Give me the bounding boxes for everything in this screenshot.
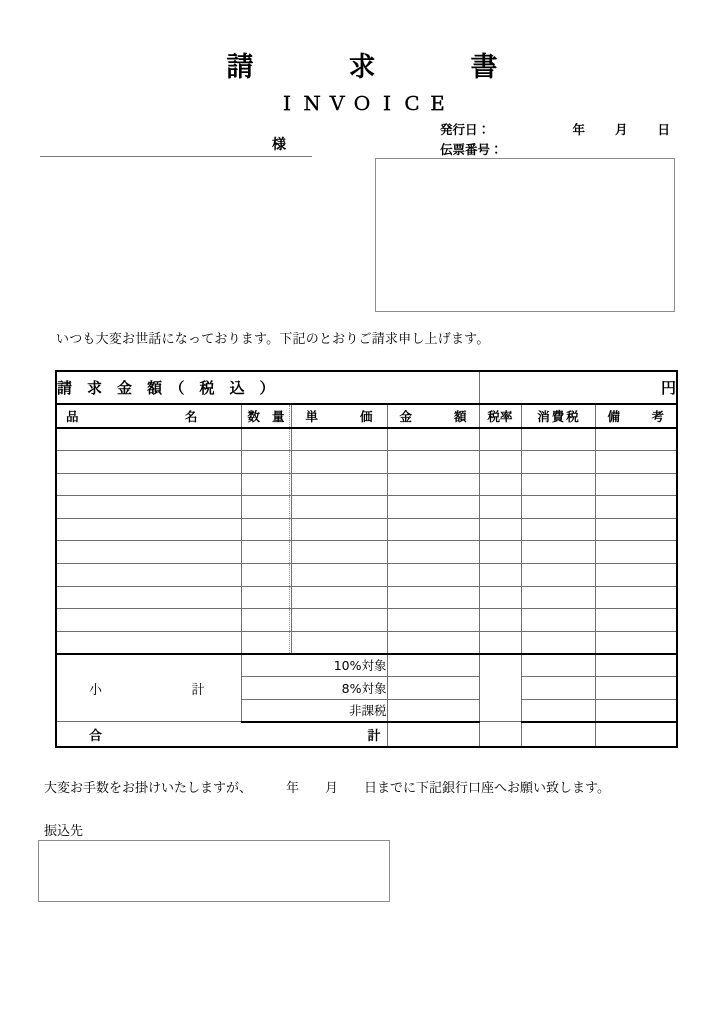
table-row[interactable] <box>56 428 677 451</box>
issue-date-label: 発行日： <box>440 122 491 137</box>
column-header-qty-right: 量 <box>271 409 285 424</box>
cell-item[interactable] <box>56 541 241 564</box>
cell-consumption-tax[interactable] <box>521 496 595 519</box>
column-header-remarks-right: 考 <box>651 409 665 424</box>
subtotal-tax-exempt-tax[interactable] <box>521 699 595 722</box>
subtotal-10-percent-label: 10%対象 <box>241 654 387 677</box>
subtotal-8-percent-label: 8%対象 <box>241 677 387 700</box>
slip-number-label: 伝票番号： <box>440 142 503 157</box>
cell-qty[interactable] <box>241 631 291 654</box>
cell-amount[interactable] <box>387 631 479 654</box>
subtotal-8-percent-tax[interactable] <box>521 677 595 700</box>
page-title: 請 求 書 <box>226 52 532 83</box>
cell-tax-rate[interactable] <box>479 586 521 609</box>
cell-item[interactable] <box>56 631 241 654</box>
column-header-tax-rate-label: 税率 <box>487 409 513 424</box>
grand-total-amount[interactable] <box>387 722 479 747</box>
cell-unit-price[interactable] <box>291 473 387 496</box>
cell-unit-price[interactable] <box>291 564 387 587</box>
grand-total-tax-rate-blank <box>479 722 521 747</box>
cell-tax-rate[interactable] <box>479 518 521 541</box>
cell-consumption-tax[interactable] <box>521 541 595 564</box>
grand-total-tax[interactable] <box>521 722 595 747</box>
table-row[interactable] <box>56 586 677 609</box>
subtotal-10-percent-tax[interactable] <box>521 654 595 677</box>
bank-transfer-box[interactable] <box>38 840 390 902</box>
sender-info-box[interactable] <box>375 158 675 312</box>
issue-date-day-unit: 日 <box>657 122 670 137</box>
cell-qty[interactable] <box>241 564 291 587</box>
cell-consumption-tax[interactable] <box>521 586 595 609</box>
grand-total-label-cell <box>56 722 387 747</box>
table-row[interactable] <box>56 564 677 587</box>
payment-note-month: 月 <box>325 781 339 796</box>
cell-remarks[interactable] <box>595 518 677 541</box>
column-header-consumption-tax-label: 消費税 <box>537 409 581 424</box>
cell-tax-rate[interactable] <box>479 564 521 587</box>
cell-consumption-tax[interactable] <box>521 473 595 496</box>
cell-item[interactable] <box>56 518 241 541</box>
customer-honorific: 様 <box>272 137 286 153</box>
cell-item[interactable] <box>56 473 241 496</box>
cell-unit-price[interactable] <box>291 428 387 451</box>
cell-remarks[interactable] <box>595 451 677 474</box>
cell-consumption-tax[interactable] <box>521 564 595 587</box>
cell-qty[interactable] <box>241 586 291 609</box>
slip-number-row[interactable] <box>440 140 676 158</box>
cell-amount[interactable] <box>387 428 479 451</box>
cell-remarks[interactable] <box>595 631 677 654</box>
cell-unit-price[interactable] <box>291 518 387 541</box>
cell-item[interactable] <box>56 496 241 519</box>
table-row[interactable] <box>56 473 677 496</box>
grand-total-label-left: 合 <box>89 728 103 744</box>
cell-qty[interactable] <box>241 451 291 474</box>
table-row[interactable] <box>56 518 677 541</box>
column-header-amount <box>387 404 479 428</box>
cell-unit-price[interactable] <box>291 541 387 564</box>
cell-unit-price[interactable] <box>291 451 387 474</box>
subtotal-10-percent-amount[interactable] <box>387 654 479 677</box>
cell-item[interactable] <box>56 564 241 587</box>
issue-date-month-unit: 月 <box>614 122 628 137</box>
cell-qty[interactable] <box>241 473 291 496</box>
subtotal-8-percent-remarks[interactable] <box>595 677 677 700</box>
column-header-qty <box>241 404 291 428</box>
payment-note-part2: 日までに下記銀行口座へお願い致します。 <box>364 781 611 796</box>
cell-amount[interactable] <box>387 451 479 474</box>
cell-amount[interactable] <box>387 586 479 609</box>
cell-qty[interactable] <box>241 518 291 541</box>
cell-remarks[interactable] <box>595 473 677 496</box>
table-row[interactable] <box>56 609 677 632</box>
cell-qty[interactable] <box>241 428 291 451</box>
billing-total-row <box>56 371 677 404</box>
cell-tax-rate[interactable] <box>479 496 521 519</box>
payment-note-part1: 大変お手数をお掛けいたしますが、 <box>44 781 253 796</box>
payment-note-year: 年 <box>286 781 300 796</box>
column-header-item <box>56 404 241 428</box>
cell-tax-rate[interactable] <box>479 631 521 654</box>
subtotal-10-percent-remarks[interactable] <box>595 654 677 677</box>
cell-tax-rate[interactable] <box>479 541 521 564</box>
cell-item[interactable] <box>56 451 241 474</box>
cell-item[interactable] <box>56 609 241 632</box>
subtotal-label-right: 計 <box>191 682 205 698</box>
subtotal-tax-exempt-label: 非課税 <box>241 699 387 722</box>
subtotal-tax-exempt-remarks[interactable] <box>595 699 677 722</box>
column-header-amount-right: 額 <box>454 409 467 424</box>
cell-remarks[interactable] <box>595 541 677 564</box>
cell-tax-rate[interactable] <box>479 451 521 474</box>
column-header-item-left: 品 <box>66 409 79 424</box>
grand-total-label-right: 計 <box>367 728 381 744</box>
cell-amount[interactable] <box>387 473 479 496</box>
bank-transfer-label: 振込先 <box>44 824 84 839</box>
cell-item[interactable] <box>56 586 241 609</box>
column-header-consumption-tax <box>521 404 595 428</box>
subtotal-tax-exempt-amount[interactable] <box>387 699 479 722</box>
cell-unit-price[interactable] <box>291 496 387 519</box>
cell-remarks[interactable] <box>595 564 677 587</box>
issue-date-fields[interactable] <box>490 120 676 138</box>
column-header-remarks-left: 備 <box>607 409 621 424</box>
cell-remarks[interactable] <box>595 496 677 519</box>
cell-remarks[interactable] <box>595 609 677 632</box>
cell-tax-rate[interactable] <box>479 428 521 451</box>
cell-consumption-tax[interactable] <box>521 451 595 474</box>
cell-qty[interactable] <box>241 496 291 519</box>
cell-qty[interactable] <box>241 541 291 564</box>
subtotal-row-10-percent <box>56 654 677 677</box>
cell-consumption-tax[interactable] <box>521 428 595 451</box>
greeting-text: いつも大変お世話になっております。下記のとおりご請求申し上げます。 <box>56 332 490 347</box>
cell-consumption-tax[interactable] <box>521 609 595 632</box>
cell-amount[interactable] <box>387 518 479 541</box>
cell-amount[interactable] <box>387 609 479 632</box>
cell-amount[interactable] <box>387 564 479 587</box>
subtotal-tax-rate-blank <box>479 654 521 722</box>
cell-remarks[interactable] <box>595 586 677 609</box>
column-header-unit-price-left: 単 <box>305 409 319 424</box>
table-row[interactable] <box>56 631 677 654</box>
billing-total-label-cell <box>56 371 479 404</box>
cell-item[interactable] <box>56 428 241 451</box>
cell-remarks[interactable] <box>595 428 677 451</box>
page-subtitle: ＩＮＶＯＩＣＥ <box>277 93 453 115</box>
billing-total-label: 請 求 金 額 （ 税 込 ） <box>57 379 275 397</box>
cell-consumption-tax[interactable] <box>521 631 595 654</box>
column-header-item-right: 名 <box>184 409 198 424</box>
customer-name-rule <box>40 156 312 157</box>
subtotal-label-left: 小 <box>89 682 103 698</box>
column-header-unit-price <box>291 404 387 428</box>
cell-tax-rate[interactable] <box>479 473 521 496</box>
cell-unit-price[interactable] <box>291 631 387 654</box>
grand-total-row <box>56 722 677 747</box>
issue-date-year-unit: 年 <box>572 122 585 137</box>
cell-consumption-tax[interactable] <box>521 518 595 541</box>
cell-amount[interactable] <box>387 496 479 519</box>
grand-total-remarks[interactable] <box>595 722 677 747</box>
currency-unit-label: 円 <box>661 379 677 397</box>
customer-block[interactable] <box>40 138 312 157</box>
cell-unit-price[interactable] <box>291 586 387 609</box>
column-header-tax-rate <box>479 404 521 428</box>
cell-amount[interactable] <box>387 541 479 564</box>
billing-total-value-cell[interactable] <box>479 371 677 404</box>
table-header-row <box>56 404 677 428</box>
table-row[interactable] <box>56 541 677 564</box>
column-header-unit-price-right: 価 <box>359 409 373 424</box>
issue-date-row <box>440 120 676 138</box>
subtotal-label-cell <box>56 654 241 722</box>
column-header-qty-left: 数 <box>247 409 261 424</box>
column-header-amount-left: 金 <box>399 409 413 424</box>
table-row[interactable] <box>56 451 677 474</box>
payment-note <box>44 777 610 796</box>
cell-unit-price[interactable] <box>291 609 387 632</box>
column-header-remarks <box>595 404 677 428</box>
cell-tax-rate[interactable] <box>479 609 521 632</box>
invoice-table <box>55 370 678 748</box>
table-row[interactable] <box>56 496 677 519</box>
cell-qty[interactable] <box>241 609 291 632</box>
subtotal-8-percent-amount[interactable] <box>387 677 479 700</box>
